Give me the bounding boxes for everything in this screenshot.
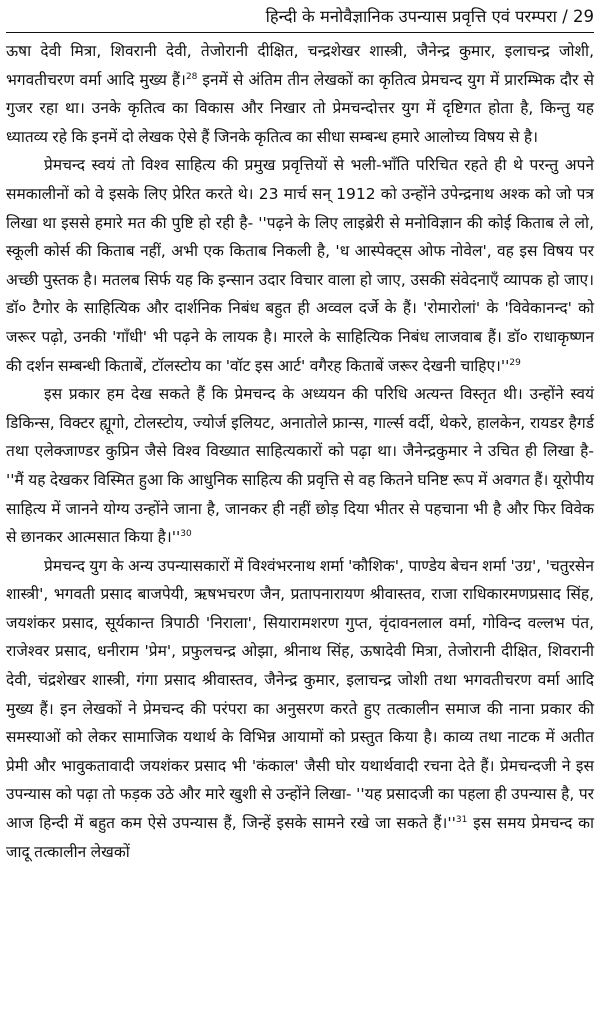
paragraph-premchand-reading: [6, 151, 594, 380]
footnote-marker: 28: [185, 71, 198, 82]
paragraph-other-novelists: [6, 552, 594, 867]
footnote-marker: 30: [180, 528, 192, 539]
running-header: हिन्दी के मनोवैज्ञानिक उपन्यास प्रवृत्ति एवं परम्परा / 29: [6, 4, 594, 33]
paragraph-text: इस प्रकार हम देख सकते हैं कि प्रेमचन्द के अध्ययन की परिधि अत्यन्त विस्तृत थी। उन्होंने स्वयं डिकिन्स, विक्टर ह्यूगो, टोलस्टोय, ज्योर्ज इलियट, अनातोले फ्रान्स, गार्ल्स वर्दी, थेकरे, हालकेन, रायडर हैगर्ड तथा एलेक्जाण्डर कुप्रिन जैसे विश्व विख्यात साहित्यकारों को पढ़ा था। जैनेन्द्रकुमार ने उचित ही लिखा है- ''मैं यह देखकर विस्मित हुआ कि आधुनिक साहित्य की प्रवृत्ति से वह कितने घनिष्ट रूप में अवगत हैं। यूरोपीय साहित्य में जानने योग्य उन्होंने जाना है, जानकर ही नहीं छोड़ दिया भीतर से पहचाना भी है और फिर विवेक से छानकर आत्मसात किया है।'': [6, 385, 595, 547]
paragraph-reading-scope: [6, 380, 594, 552]
paragraph-text: इस समय प्रेमचन्द का जादू तत्कालीन लेखकों: [6, 814, 595, 861]
paragraph-continued: [6, 37, 594, 151]
paragraph-text: इनमें से अंतिम तीन लेखकों का कृतित्व प्रेमचन्द युग में प्रारम्भिक दौर से गुजर रहा था। उनके कृतित्व का विकास और निखार तो प्रेमचन्दोत्तर युग में दृष्टिगत होता है, किन्तु यह ध्यातव्य रहे कि इनमें दो लेखक ऐसे हैं जिनके कृतित्व का सीधा सम्बन्ध हमारे आलोच्य विषय से है।: [6, 70, 594, 146]
paragraph-text: प्रेमचन्द स्वयं तो विश्व साहित्य की प्रमुख प्रवृत्तियों से भली-भाँति परिचित रहते ही थे परन्तु अपने समकालीनों को वे इसके लिए प्रेरित करते थे। 23 मार्च सन् 1912 को उन्होंने उपेन्द्रनाथ अश्क को जो पत्र लिखा था इससे हमारे मत की पुष्टि हो रही है- ''पढ़ने के लिए लाइब्रेरी से मनोविज्ञान की कोई किताब ले लो, स्कूली कोर्स की किताब नहीं, अभी एक किताब निकली है, 'ध आस्पेक्ट्स ओफ नोवेल', वह इस विषय पर अच्छी पुस्तक है। मतलब सिर्फ यह कि इन्सान उदार विचार वाला हो जाए, उसकी संवेदनाएँ व्यापक हो जाए। डॉ० टैगोर के साहित्यिक और दार्शनिक निबंध बहुत ही अव्वल दर्जे के हैं। 'रोमारोलां' के 'विवेकानन्द' को जरूर पढ़ो, उनकी 'गाँधी' भी पढ़ने के लायक है। मारले के साहित्यिक निबंध लाजवाब हैं। डॉ० राधाकृष्णन की दर्शन सम्बन्धी किताबें, टॉलस्टोय का 'वॉट इस आर्ट' वगैरह किताबें जरूर देखनी चाहिए।'': [6, 156, 594, 375]
paragraph-text: ऊषा देवी मित्रा, शिवरानी देवी, तेजोरानी दीक्षित, चन्द्रशेखर शास्त्री, जैनेन्द्र कुमार, इलाचन्द्र जोशी, भगवतीचरण वर्मा आदि मुख्य हैं।: [6, 42, 594, 89]
footnote-marker: 29: [509, 357, 521, 368]
paragraph-text: प्रेमचन्द युग के अन्य उपन्यासकारों में विश्वंभरनाथ शर्मा 'कौशिक', पाण्डेय बेचन शर्मा 'उग्र', 'चतुरसेन शास्त्री', भगवती प्रसाद बाजपेयी, ऋषभचरण जैन, प्रतापनारायण श्रीवास्तव, राजा राधिकारमणप्रसाद सिंह, जयशंकर प्रसाद, सूर्यकान्त त्रिपाठी 'निराला', सियारामशरण गुप्त, वृंदावनलाल वर्मा, गोविन्द वल्लभ पंत, राजेश्वर प्रसाद, धनीराम 'प्रेम', प्रफुलचन्द्र ओझा, श्रीनाथ सिंह, ऊषादेवी मित्रा, तेजोरानी दीक्षित, शिवरानी देवी, चंद्रशेखर शास्त्री, गंगा प्रसाद श्रीवास्तव, जैनेन्द्र कुमार, इलाचन्द्र जोशी तथा भगवतीचरण वर्मा आदि मुख्य हैं। इन लेखकों ने प्रेमचन्द की परंपरा का अनुसरण करते हुए तत्कालीन समाज की नाना प्रकार की समस्याओं को लेकर सामाजिक यथार्थ के विभिन्न आयामों को प्रस्तुत किया है। काव्य तथा नाटक में अतीत प्रेमी और भावुकतावादी जयशंकर प्रसाद भी 'कंकाल' जैसी घोर यथार्थवादी रचना देते हैं। प्रेमचन्दजी ने इस उपन्यास को पढ़ा तो फड़क उठे और मारे खुशी से उन्होंने लिखा- ''यह प्रसादजी का पहला ही उपन्यास है, पर आज हिन्दी में बहुत कम ऐसे उपन्यास हैं, जिन्हें इसके सामने रखे जा सकते हैं।'': [6, 556, 594, 833]
footnote-marker: 31: [455, 814, 468, 825]
